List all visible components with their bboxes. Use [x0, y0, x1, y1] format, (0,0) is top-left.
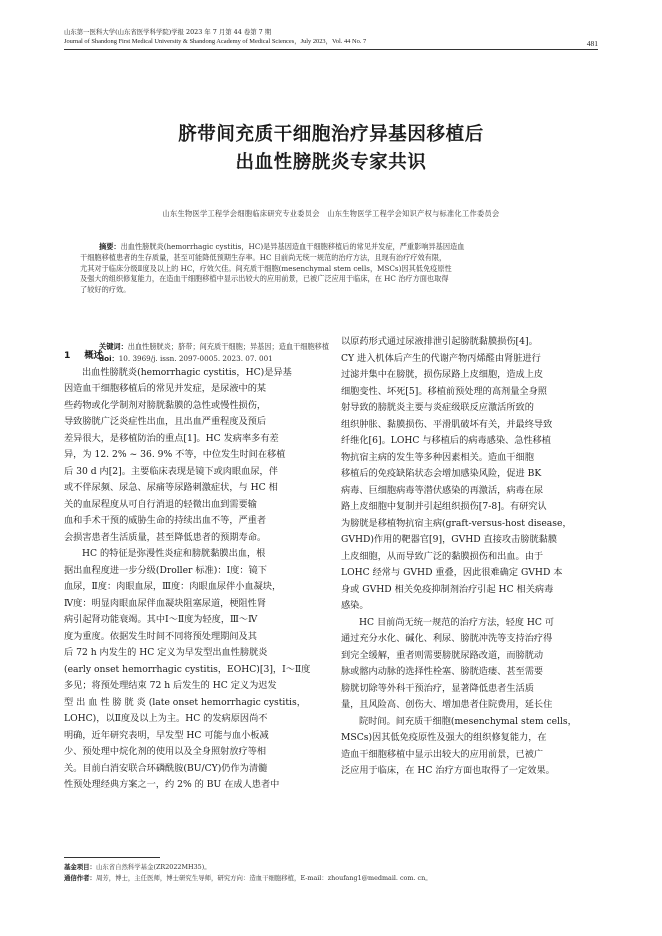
page-number: 481	[586, 39, 598, 48]
body-text-line: 通过充分水化、碱化、利尿、膀胱冲洗等支持治疗得	[341, 633, 553, 644]
body-text-line: 造血干细胞移植中显示出较大的应用前景，已被广	[341, 748, 544, 760]
body-column-right	[341, 334, 598, 780]
body-text-line: 血尿，Ⅱ度：肉眼血尿，Ⅲ度：肉眼血尿伴小血凝块，	[64, 581, 282, 592]
journal-header	[64, 28, 598, 46]
body-text-line: 身或 GVHD 相关免疫抑制剂治疗引起 HC 相关病毒	[341, 583, 554, 595]
body-text-line: 后 30 d 内[2]。主要临床表现是镜下或肉眼血尿，伴	[64, 465, 278, 477]
body-text-line: 型 出 血 性 膀 胱 炎 (late onset hemorrhagic cystitis，	[64, 696, 306, 708]
body-text-line: 过滤并集中在膀胱，损伤尿路上皮细胞，造成上皮	[341, 369, 544, 380]
body-text-line: 脉或髂内动脉的选择性栓塞、膀胱造瘘、甚至需要	[341, 666, 544, 677]
abstract-line: 干细胞移植患者的生存质量，甚至可能降低预期生存率。HC 目前尚无统一规范的治疗方法，且现有治疗疗效有限，	[80, 252, 447, 262]
body-column-left	[64, 348, 321, 794]
body-text-line: 关。目前白消安联合环磷酰胺(BU/CY)仍作为清髓	[64, 762, 268, 774]
abstract-label: 摘要：	[99, 242, 121, 251]
article-title-line-1: 脐带间充质干细胞治疗异基因移植后	[178, 124, 484, 145]
body-text-line: 膀胱切除等外科干预治疗，显著降低患者生活质	[341, 682, 534, 694]
body-text-line: 感染。	[341, 600, 369, 611]
body-text-line: 会损害患者生活质量，甚至降低患者的预期寿命。	[64, 531, 267, 543]
footnote-divider	[64, 857, 160, 858]
body-text-line: 多见；将预处理结束 72 h 后发生的 HC 定义为迟发	[64, 680, 277, 691]
body-text-line: 后 72 h 内发生的 HC 定义为早发型出血性膀胱炎	[64, 647, 268, 658]
left-column-text	[64, 365, 321, 794]
corresponding-author-footnote	[64, 873, 432, 883]
funding-label: 基金项目：	[64, 863, 96, 871]
body-text-line: 或不伴尿频、尿急、尿痛等尿路刺激症状，与 HC 相	[64, 482, 278, 493]
body-text-line: 血和手术干预的威胁生命的持续出血不等，严重者	[64, 515, 267, 526]
body-text-line: 病毒、巨细胞病毒等潜伏感染的再激活，病毒在尿	[341, 484, 544, 496]
body-text-line: (early onset hemorrhagic cystitis，EOHC)[3]，Ⅰ～Ⅱ度	[64, 663, 311, 675]
body-text-line: 细胞变性、坏死[5]。移植前预处理的高剂量全身照	[341, 385, 547, 397]
body-text-line: 纤维化[6]。LOHC 与移植后的病毒感染、急性移植	[341, 435, 551, 446]
journal-name-cn: 山东第一医科大学(山东省医学科学院)学报 2023 年 7 月第 44 卷第 7 期	[64, 28, 272, 36]
body-text-line: CY 进入机体后产生的代谢产物丙烯醛由肾脏进行	[341, 352, 541, 364]
body-text-line: 性预处理经典方案之一，约 2% 的 BU 在成人患者中	[64, 779, 280, 790]
funding-text: 山东省自然科学基金(ZR2022MH35)。	[95, 863, 211, 871]
body-text-line: 上皮细胞，从而导致广泛的黏膜损伤和出血。由于	[341, 550, 544, 562]
body-text-line: HC 的特征是弥漫性炎症和膀胱黏膜出血，根	[82, 548, 266, 559]
body-text-line: MSCs)因其低免疫原性及强大的组织修复能力，在	[341, 732, 547, 743]
body-text-line: LOHC 经常与 GVHD 重叠，因此很难确定 GVHD 本	[341, 567, 563, 578]
doi-text: 10. 3969/j. issn. 2097-0005. 2023. 07. 001	[118, 354, 273, 363]
body-text-line: LOHC)，以Ⅱ度及以上为主。HC 的发病原因尚不	[64, 713, 268, 724]
abstract-line: 出血性膀胱炎(hemorrhagic cystitis，HC)是异基因造血干细胞移植后的常见并发症，严重影响异基因造血	[120, 242, 465, 251]
section-heading	[64, 348, 321, 365]
abstract-line: 及强大的组织修复能力，在造血干细胞移植中显示出较大的应用前景，已被广泛应用于临床，在 HC 治疗方面也取得	[80, 274, 449, 284]
body-text-line: 差异很大，是移植防治的重点[1]。HC 发病率多有差	[64, 432, 279, 444]
body-text-line: GVHD)作用的靶器官[9]，GVHD 直接攻击膀胱黏膜	[341, 534, 558, 545]
body-text-line: 因造血干细胞移植后的常见并发症，是尿液中的某	[64, 383, 267, 394]
body-text-line: Ⅳ度：明显肉眼血尿伴血凝块阻塞尿道，梗阻性肾	[64, 597, 267, 609]
body-text-line: 到完全缓解，重者则需要膀胱尿路改道，而膀胱动	[341, 649, 544, 661]
body-text-line: 少、预处理中烷化剂的使用以及全身照射放疗等相	[64, 746, 267, 757]
doi-label: doi：	[99, 354, 119, 363]
keywords-label: 关键词：	[99, 342, 128, 351]
author-affiliations: 山东生物医学工程学会细胞临床研究专业委员会 山东生物医学工程学会知识产权与标准化工作委员会	[162, 209, 500, 218]
section-number: 1	[64, 350, 71, 361]
body-text-line: 异，为 12. 2% ~ 36. 9% 不等，中位发生时间在移植	[64, 449, 286, 460]
corresponding-author-text: 周芳，博士，主任医师，博士研究生导师，研究方向：造血干细胞移植，E-mail：zhoufang1@medmail. com. cn。	[95, 874, 432, 882]
corresponding-author-label: 通信作者：	[64, 874, 96, 882]
section-title: 概述	[84, 350, 103, 361]
body-text-line: 度为重度。依据发生时间不同将预处理期间及其	[64, 630, 257, 642]
body-text-line: 出血性膀胱炎(hemorrhagic cystitis，HC)是异基	[82, 366, 292, 378]
keywords-text: 出血性膀胱炎；脐带；间充质干细胞；异基因；造血干细胞移植	[127, 342, 330, 351]
body-text-line: 物抗宿主病的发生等多种因素相关。造血干细胞	[341, 451, 534, 463]
body-text-line: 为膀胱是移植物抗宿主病(graft-versus-host disease，	[341, 517, 572, 529]
journal-name-en: Journal of Shandong First Medical University & Shandong Academy of Medical Sciences，July 2023，Vol. 44 No. 7	[64, 38, 367, 45]
funding-footnote	[64, 862, 211, 872]
body-text-line: 量，且风险高、创伤大、增加患者住院费用，延长住	[341, 699, 553, 710]
header-divider	[64, 49, 598, 50]
body-text-line: 组织肿胀、黏膜损伤、平滑肌破坏有关，并最终导致	[341, 418, 553, 430]
abstract-line: 尤其对于临床分级Ⅱ度及以上的 HC，疗效欠佳。间充质干细胞(mesenchymal stem cells，MSCs)因其低免疫原性	[80, 263, 452, 273]
body-text-line: 院时间。间充质干细胞(mesenchymal stem cells，	[359, 715, 577, 727]
body-text-line: HC 目前尚无统一规范的治疗方法，轻度 HC 可	[359, 616, 555, 628]
body-text-line: 些药物或化学制剂对膀胱黏膜的急性或慢性损伤，	[64, 399, 267, 411]
body-text-line: 据出血程度进一步分级(Droller 标准)：Ⅰ度：镜下	[64, 564, 267, 576]
body-text-line: 泛应用于临床，在 HC 治疗方面也取得了一定效果。	[341, 765, 555, 776]
body-text-line: 明确，近年研究表明，早发型 HC 可能与血小板减	[64, 729, 269, 741]
right-column-text	[341, 334, 598, 780]
body-text-line: 以原药形式通过尿液排泄引起膀胱黏膜损伤[4]。	[341, 336, 538, 347]
body-text-line: 射导致的膀胱炎主要与炎症级联反应激活所致的	[341, 402, 534, 413]
body-text-line: 导致膀胱广泛炎症性出血，且出血严重程度及预后	[64, 416, 267, 427]
abstract-line: 了较好的疗效。	[80, 285, 131, 295]
body-text-line: 病引起肾功能衰竭。其中Ⅰ～Ⅱ度为轻度，Ⅲ～Ⅳ	[64, 614, 258, 625]
body-text-line: 移植后的免疫缺陷状态会增加感染风险，促进 BK	[341, 468, 542, 479]
body-text-line: 关的血尿程度从可自行消退的轻微出血到需要输	[64, 498, 257, 510]
body-text-line: 路上皮细胞中复制并引起组织损伤[7-8]。有研究认	[341, 501, 547, 512]
article-title-line-2: 出血性膀胱炎专家共识	[235, 152, 427, 173]
abstract	[80, 242, 583, 296]
